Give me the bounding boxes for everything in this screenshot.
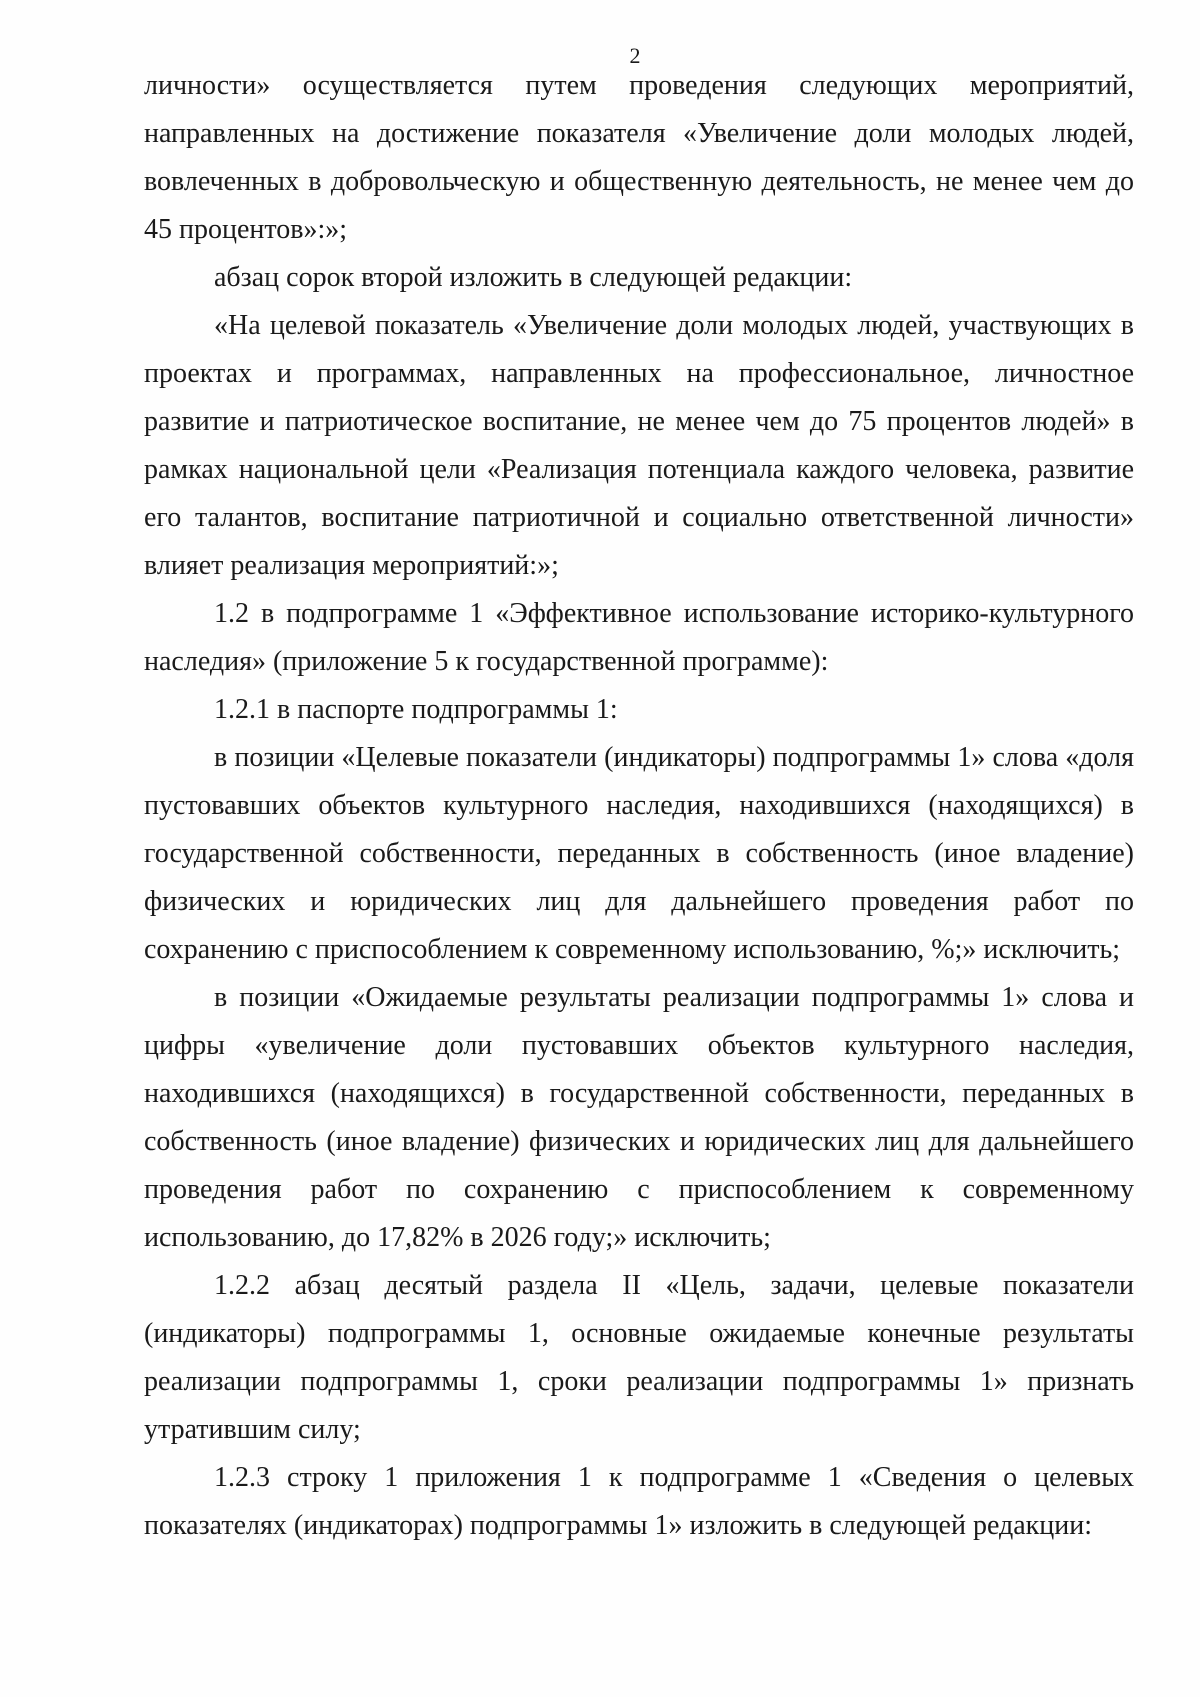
document-body [144, 62, 1134, 1550]
paragraph-continuation: личности» осуществляется путем проведения следующих мероприятий, направленных на достижение показателя «Увеличение доли молодых людей, вовлеченных в добровольческую и общественную деятельность, не менее чем до 45 процентов»:»; [144, 70, 1134, 245]
paragraph-item-1-2-3: 1.2.3 строку 1 приложения 1 к подпрограмме 1 «Сведения о целевых показателях (индикаторах) подпрограммы 1» изложить в следующей редакции: [144, 1462, 1134, 1541]
paragraph-item-1-2: 1.2 в подпрограмме 1 «Эффективное использование историко-культурного наследия» (приложение 5 к государственной программе): [144, 598, 1134, 677]
paragraph-instruction-abzac-42: абзац сорок второй изложить в следующей редакции: [214, 262, 853, 293]
paragraph-quoted-target-indicator: «На целевой показатель «Увеличение доли молодых людей, участвующих в проектах и программах, направленных на профессиональное, личностное развитие и патриотическое воспитание, не менее чем до 75 процентов людей» в рамках национальной цели «Реализация потенциала каждого человека, развитие его талантов, воспитание патриотичной и социально ответственной личности» влияет реализация мероприятий:»; [144, 310, 1134, 581]
paragraph-expected-results-position: в позиции «Ожидаемые результаты реализации подпрограммы 1» слова и цифры «увеличение доли пустовавших объектов культурного наследия, находившихся (находящихся) в государственной собственности, переданных в собственность (иное владение) физических и юридических лиц для дальнейшего проведения работ по сохранению с приспособлением к современному использованию, до 17,82% в 2026 году;» исключить; [144, 982, 1134, 1253]
paragraph-target-indicators-position: в позиции «Целевые показатели (индикаторы) подпрограммы 1» слова «доля пустовавших объектов культурного наследия, находившихся (находящихся) в государственной собственности, переданных в собственность (иное владение) физических и юридических лиц для дальнейшего проведения работ по сохранению с приспособлением к современному использованию, %;» исключить; [144, 742, 1134, 965]
paragraph-item-1-2-1: 1.2.1 в паспорте подпрограммы 1: [214, 694, 618, 725]
paragraph-item-1-2-2: 1.2.2 абзац десятый раздела II «Цель, задачи, целевые показатели (индикаторы) подпрограммы 1, основные ожидаемые конечные результаты реализации подпрограммы 1, сроки реализации подпрограммы 1» признать утратившим силу; [144, 1270, 1134, 1445]
page-number: 2 [629, 43, 641, 68]
